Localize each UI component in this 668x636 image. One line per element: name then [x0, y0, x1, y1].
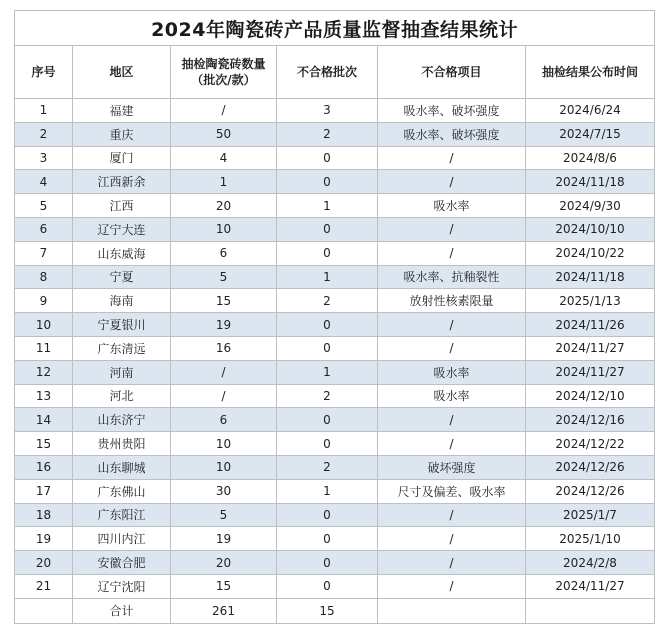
table-row — [15, 432, 655, 456]
cell-sample-count: / — [171, 360, 277, 384]
cell-failed-batches: 0 — [277, 217, 378, 241]
cell-failed-batches: 0 — [277, 170, 378, 194]
cell-region: 河南 — [73, 360, 171, 384]
total-sample-count: 261 — [171, 598, 277, 623]
table-row — [15, 455, 655, 479]
cell-sample-count: 10 — [171, 432, 277, 456]
header-index: 序号 — [15, 46, 73, 99]
cell-region: 辽宁大连 — [73, 217, 171, 241]
cell-failed-items: 放射性核素限量 — [378, 289, 526, 313]
cell-publish-date: 2024/11/27 — [526, 360, 655, 384]
cell-region: 四川内江 — [73, 527, 171, 551]
cell-publish-date: 2024/12/10 — [526, 384, 655, 408]
cell-failed-items: 吸水率、抗釉裂性 — [378, 265, 526, 289]
total-cell-blank — [526, 598, 655, 623]
table-row — [15, 122, 655, 146]
cell-failed-batches: 0 — [277, 146, 378, 170]
cell-failed-items: 吸水率 — [378, 384, 526, 408]
cell-failed-batches: 0 — [277, 336, 378, 360]
cell-sample-count: 6 — [171, 408, 277, 432]
cell-sample-count: 5 — [171, 265, 277, 289]
cell-failed-batches: 2 — [277, 384, 378, 408]
table-title: 2024年陶瓷砖产品质量监督抽查结果统计 — [15, 11, 655, 46]
cell-failed-batches: 0 — [277, 503, 378, 527]
cell-failed-items: / — [378, 432, 526, 456]
table-row — [15, 265, 655, 289]
cell-publish-date: 2024/12/26 — [526, 455, 655, 479]
cell-index: 14 — [15, 408, 73, 432]
cell-index: 11 — [15, 336, 73, 360]
cell-failed-batches: 0 — [277, 241, 378, 265]
cell-index: 15 — [15, 432, 73, 456]
cell-sample-count: 50 — [171, 122, 277, 146]
cell-region: 山东聊城 — [73, 455, 171, 479]
cell-failed-batches: 2 — [277, 289, 378, 313]
cell-failed-batches: 3 — [277, 99, 378, 123]
table-row — [15, 503, 655, 527]
cell-region: 贵州贵阳 — [73, 432, 171, 456]
table-row — [15, 360, 655, 384]
cell-failed-items: / — [378, 313, 526, 337]
quality-inspection-table — [14, 10, 655, 624]
header-sample-count: 抽检陶瓷砖数量（批次/款） — [171, 46, 277, 99]
cell-region: 江西 — [73, 194, 171, 218]
cell-failed-items: / — [378, 408, 526, 432]
cell-index: 17 — [15, 479, 73, 503]
cell-index: 5 — [15, 194, 73, 218]
table-row — [15, 241, 655, 265]
cell-publish-date: 2024/11/18 — [526, 265, 655, 289]
cell-failed-batches: 0 — [277, 527, 378, 551]
cell-publish-date: 2025/1/7 — [526, 503, 655, 527]
cell-index: 16 — [15, 455, 73, 479]
cell-failed-batches: 0 — [277, 432, 378, 456]
cell-publish-date: 2024/12/22 — [526, 432, 655, 456]
cell-sample-count: 4 — [171, 146, 277, 170]
cell-region: 海南 — [73, 289, 171, 313]
total-label: 合计 — [73, 598, 171, 623]
cell-publish-date: 2025/1/13 — [526, 289, 655, 313]
cell-region: 安徽合肥 — [73, 551, 171, 575]
cell-failed-items: / — [378, 527, 526, 551]
cell-sample-count: / — [171, 99, 277, 123]
total-cell-blank — [15, 598, 73, 623]
cell-failed-items: / — [378, 170, 526, 194]
table-row — [15, 313, 655, 337]
cell-failed-batches: 0 — [277, 551, 378, 575]
cell-index: 8 — [15, 265, 73, 289]
cell-failed-items: / — [378, 503, 526, 527]
cell-index: 18 — [15, 503, 73, 527]
cell-failed-items: 尺寸及偏差、吸水率 — [378, 479, 526, 503]
cell-index: 4 — [15, 170, 73, 194]
cell-publish-date: 2024/11/18 — [526, 170, 655, 194]
cell-region: 山东威海 — [73, 241, 171, 265]
table-body — [15, 99, 655, 599]
cell-failed-items: 吸水率、破坏强度 — [378, 99, 526, 123]
table-row — [15, 99, 655, 123]
cell-index: 10 — [15, 313, 73, 337]
cell-index: 6 — [15, 217, 73, 241]
table-row — [15, 574, 655, 598]
cell-region: 宁夏银川 — [73, 313, 171, 337]
cell-publish-date: 2024/6/24 — [526, 99, 655, 123]
header-row — [15, 46, 655, 99]
total-failed-batches: 15 — [277, 598, 378, 623]
cell-region: 广东阳江 — [73, 503, 171, 527]
cell-failed-batches: 1 — [277, 360, 378, 384]
cell-publish-date: 2024/12/16 — [526, 408, 655, 432]
cell-index: 20 — [15, 551, 73, 575]
cell-region: 重庆 — [73, 122, 171, 146]
cell-sample-count: 10 — [171, 455, 277, 479]
cell-failed-items: 吸水率 — [378, 194, 526, 218]
cell-index: 3 — [15, 146, 73, 170]
cell-failed-items: / — [378, 551, 526, 575]
cell-failed-batches: 2 — [277, 455, 378, 479]
cell-sample-count: 19 — [171, 313, 277, 337]
cell-region: 宁夏 — [73, 265, 171, 289]
cell-sample-count: 16 — [171, 336, 277, 360]
cell-sample-count: 20 — [171, 194, 277, 218]
cell-index: 2 — [15, 122, 73, 146]
cell-publish-date: 2024/10/22 — [526, 241, 655, 265]
header-publish-date: 抽检结果公布时间 — [526, 46, 655, 99]
cell-index: 12 — [15, 360, 73, 384]
quality-inspection-table-sheet — [14, 10, 654, 624]
cell-sample-count: 10 — [171, 217, 277, 241]
cell-publish-date: 2024/8/6 — [526, 146, 655, 170]
header-region: 地区 — [73, 46, 171, 99]
cell-index: 7 — [15, 241, 73, 265]
cell-sample-count: 5 — [171, 503, 277, 527]
cell-failed-items: / — [378, 336, 526, 360]
cell-failed-batches: 1 — [277, 265, 378, 289]
cell-failed-batches: 1 — [277, 479, 378, 503]
cell-index: 9 — [15, 289, 73, 313]
cell-failed-items: 吸水率、破坏强度 — [378, 122, 526, 146]
cell-sample-count: 20 — [171, 551, 277, 575]
table-row — [15, 551, 655, 575]
table-row — [15, 146, 655, 170]
cell-publish-date: 2024/10/10 — [526, 217, 655, 241]
cell-failed-items: 破坏强度 — [378, 455, 526, 479]
cell-failed-batches: 0 — [277, 408, 378, 432]
table-row — [15, 289, 655, 313]
cell-region: 河北 — [73, 384, 171, 408]
table-row — [15, 479, 655, 503]
cell-failed-batches: 0 — [277, 313, 378, 337]
table-row — [15, 336, 655, 360]
cell-region: 辽宁沈阳 — [73, 574, 171, 598]
cell-publish-date: 2024/11/27 — [526, 336, 655, 360]
table-row — [15, 384, 655, 408]
total-row — [15, 598, 655, 623]
cell-index: 13 — [15, 384, 73, 408]
cell-index: 1 — [15, 99, 73, 123]
total-cell-blank — [378, 598, 526, 623]
cell-failed-batches: 1 — [277, 194, 378, 218]
cell-sample-count: 1 — [171, 170, 277, 194]
cell-failed-batches: 2 — [277, 122, 378, 146]
cell-sample-count: 30 — [171, 479, 277, 503]
cell-region: 广东佛山 — [73, 479, 171, 503]
cell-publish-date: 2024/7/15 — [526, 122, 655, 146]
cell-sample-count: 15 — [171, 574, 277, 598]
cell-sample-count: 15 — [171, 289, 277, 313]
cell-index: 19 — [15, 527, 73, 551]
cell-sample-count: 19 — [171, 527, 277, 551]
table-row — [15, 194, 655, 218]
table-row — [15, 217, 655, 241]
cell-publish-date: 2024/9/30 — [526, 194, 655, 218]
cell-region: 广东清远 — [73, 336, 171, 360]
cell-sample-count: 6 — [171, 241, 277, 265]
cell-failed-items: 吸水率 — [378, 360, 526, 384]
cell-failed-batches: 0 — [277, 574, 378, 598]
cell-region: 福建 — [73, 99, 171, 123]
cell-publish-date: 2025/1/10 — [526, 527, 655, 551]
table-row — [15, 408, 655, 432]
table-row — [15, 527, 655, 551]
cell-publish-date: 2024/11/26 — [526, 313, 655, 337]
cell-failed-items: / — [378, 217, 526, 241]
header-failed-items: 不合格项目 — [378, 46, 526, 99]
cell-failed-items: / — [378, 241, 526, 265]
cell-failed-items: / — [378, 146, 526, 170]
cell-publish-date: 2024/2/8 — [526, 551, 655, 575]
cell-publish-date: 2024/12/26 — [526, 479, 655, 503]
cell-region: 江西新余 — [73, 170, 171, 194]
cell-sample-count: / — [171, 384, 277, 408]
cell-region: 山东济宁 — [73, 408, 171, 432]
table-row — [15, 170, 655, 194]
cell-failed-items: / — [378, 574, 526, 598]
header-failed-batches: 不合格批次 — [277, 46, 378, 99]
cell-region: 厦门 — [73, 146, 171, 170]
cell-index: 21 — [15, 574, 73, 598]
cell-publish-date: 2024/11/27 — [526, 574, 655, 598]
